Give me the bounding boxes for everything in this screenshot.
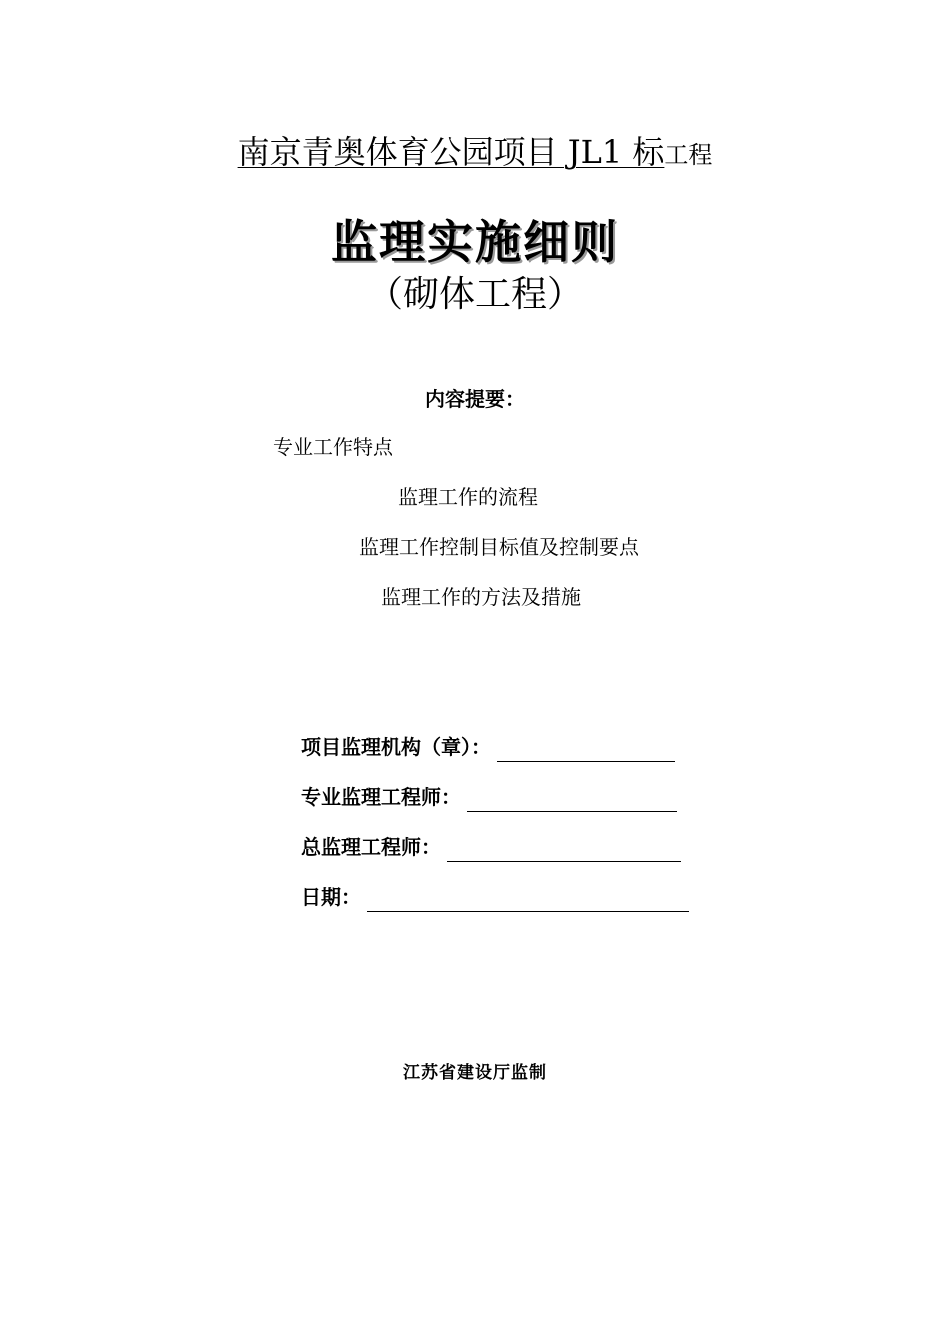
signature-row-agency [301, 732, 675, 762]
summary-heading: 内容提要： [425, 387, 525, 411]
summary-item: 监理工作的方法及措施 [381, 585, 581, 609]
signature-blank-line [367, 889, 689, 912]
signature-label: 总监理工程师： [301, 835, 441, 859]
signature-blank-line [467, 789, 677, 812]
signature-label: 专业监理工程师： [301, 785, 461, 809]
document-title: 监理实施细则 [331, 215, 619, 269]
project-title-suffix: 工程 [664, 141, 713, 169]
summary-item: 监理工作控制目标值及控制要点 [359, 535, 639, 559]
signature-blank-line [497, 739, 675, 762]
signature-label: 日期： [301, 885, 361, 909]
signature-label: 项目监理机构（章）： [301, 735, 491, 759]
summary-item: 专业工作特点 [273, 435, 393, 459]
project-title [0, 130, 950, 177]
signature-row-chief [301, 832, 681, 862]
signature-blank-line [447, 839, 681, 862]
document-subtitle: （砌体工程） [366, 274, 583, 315]
signature-row-date [301, 882, 689, 912]
signature-row-specialist [301, 782, 677, 812]
summary-item: 监理工作的流程 [398, 485, 538, 509]
project-title-main: 南京青奥体育公园项目 JL1 标 [237, 133, 665, 171]
issuer-footer: 江苏省建设厅监制 [403, 1063, 547, 1083]
